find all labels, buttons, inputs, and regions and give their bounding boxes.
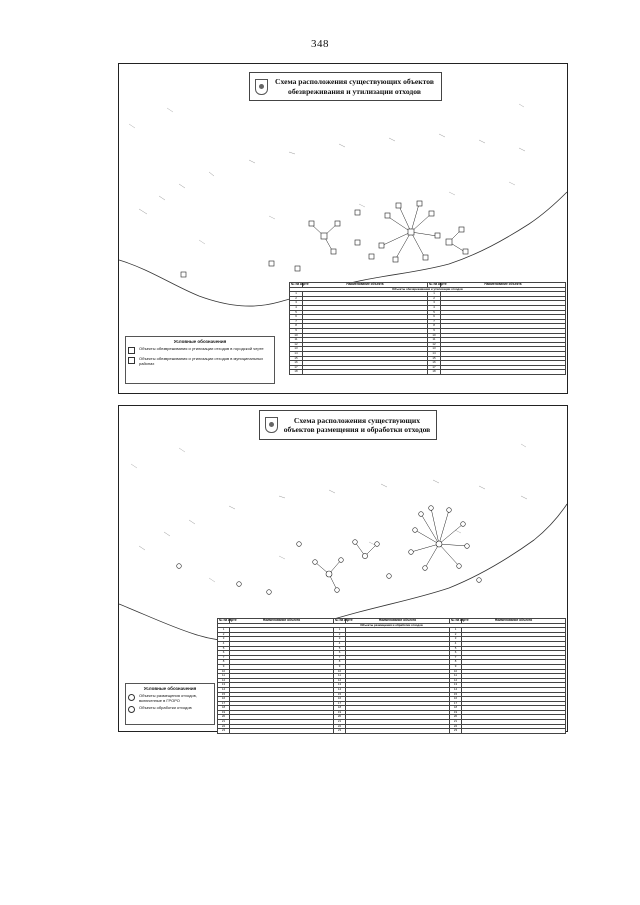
table-cell-number: 23 [450,729,462,734]
table-cell-number: 19 [218,710,230,715]
table-cell-number: 20 [334,715,346,720]
table-cell-number: 1 [428,292,441,297]
table-cell-name [346,729,450,734]
map-title-line-1: Схема расположения существующих [293,415,421,425]
table-cell-number: 15 [334,692,346,697]
table-cell-number: 22 [334,724,346,729]
table-cell-number: 16 [290,361,303,366]
table-cell-number: 12 [428,342,441,347]
square-marker-icon [128,347,135,354]
table-cell-number: 17 [218,701,230,706]
table-cell-number: 11 [290,338,303,343]
table-cell-number: 20 [218,715,230,720]
table-cell-number: 15 [290,356,303,361]
table-cell-number: 13 [334,683,346,688]
table-cell-number: 6 [218,651,230,656]
table-cell-number: 6 [290,315,303,320]
table-cell-number: 12 [450,678,462,683]
map-title [273,77,436,96]
table-header-cell: Наименование объекта [303,283,428,288]
table-cell-number: 2 [290,296,303,301]
circle-marker-icon [128,694,135,701]
table-cell-name [303,370,428,375]
table-cell-number: 10 [450,669,462,674]
table-cell-number: 20 [450,715,462,720]
table-header-cell: № на карте [429,282,447,286]
table-cell-number: 13 [290,347,303,352]
table-header-cell: № на карте [335,618,353,622]
table-subheader: Объекты обезвреживания и утилизации отходов [290,287,566,292]
table-cell-number: 22 [218,724,230,729]
table-cell-number: 21 [334,720,346,725]
table-cell-number: 18 [334,706,346,711]
table-cell-number: 7 [218,655,230,660]
table-cell-number: 18 [428,370,441,375]
coat-of-arms-icon [255,79,268,95]
table-cell-number: 12 [334,678,346,683]
table-cell-number: 3 [428,301,441,306]
table-cell-number: 19 [450,710,462,715]
table-header-cell: Наименование объекта [441,283,566,288]
table-cell-number: 10 [428,333,441,338]
table-cell-number: 13 [428,347,441,352]
table-cell-number: 9 [334,664,346,669]
map-title-line-1: Схема расположения существующих объектов [274,77,435,86]
table-cell-number: 15 [428,356,441,361]
table-cell-number: 11 [218,674,230,679]
legend-item [128,356,272,366]
map-title [283,416,431,435]
table-cell-number: 1 [218,628,230,633]
table-cell-number: 17 [290,365,303,370]
table-cell-number: 21 [218,720,230,725]
table-cell-number: 9 [290,328,303,333]
table-cell-number: 8 [218,660,230,665]
table-cell-number: 11 [450,674,462,679]
table-cell-number: 9 [428,328,441,333]
table-row [290,370,566,375]
legend-item [128,346,272,354]
table-cell-number: 13 [218,683,230,688]
table-cell-number: 16 [428,361,441,366]
map-title-box [249,72,442,101]
table-cell-number: 2 [218,632,230,637]
table-cell-number: 10 [290,333,303,338]
table-cell-number: 1 [450,628,462,633]
table-header-cell: Наименование объекта [346,619,450,624]
table-cell-number: 14 [290,351,303,356]
table-cell-name [462,729,566,734]
table-cell-number: 1 [334,628,346,633]
map-title-line-2: объектов размещения и обработки отходов [283,425,431,434]
table-cell-number: 10 [334,669,346,674]
objects-table [289,282,566,375]
table-cell-number: 6 [428,315,441,320]
table-cell-number: 4 [290,305,303,310]
table-cell-number: 7 [290,319,303,324]
circle-marker-icon [128,706,135,713]
table-cell-number: 17 [450,701,462,706]
table-cell-number: 10 [218,669,230,674]
legend-item-label: Объекты обезвреживания и утилизации отходов в городской черте [139,346,264,351]
table-header-cell: № на карте [451,618,469,622]
table-cell-number: 18 [290,370,303,375]
map-legend [125,683,215,725]
legend-item-label: Объекты обезвреживания и утилизации отходов в муниципальных районах [139,356,264,366]
table-cell-number: 5 [290,310,303,315]
table-cell-number: 15 [218,692,230,697]
table-cell-number: 8 [334,660,346,665]
table-header-cell: Наименование объекта [462,619,566,624]
table-cell-number: 2 [428,296,441,301]
legend-title: Условные обозначения [143,686,197,691]
table-cell-name [441,370,566,375]
table-cell-number: 3 [450,637,462,642]
table-cell-number: 22 [450,724,462,729]
table-cell-number: 8 [428,324,441,329]
table-cell-number: 6 [450,651,462,656]
table-cell-number: 2 [334,632,346,637]
map-waste-disposal [118,405,568,732]
table-cell-number: 5 [450,646,462,651]
table-cell-number: 8 [290,324,303,329]
table-cell-number: 18 [450,706,462,711]
table-cell-number: 18 [218,706,230,711]
table-cell-number: 16 [218,697,230,702]
map-waste-neutralization [118,63,568,394]
legend-item [128,693,212,703]
table-cell-number: 12 [218,678,230,683]
map-legend [125,336,275,384]
table-cell-number: 16 [450,697,462,702]
table-cell-number: 4 [450,641,462,646]
table-cell-number: 3 [334,637,346,642]
table-cell-number: 9 [218,664,230,669]
table-cell-number: 3 [218,637,230,642]
table-cell-number: 19 [334,710,346,715]
table-header-cell: № на карте [219,618,237,622]
table-cell-number: 9 [450,664,462,669]
table-cell-number: 23 [218,729,230,734]
table-cell-number: 16 [334,697,346,702]
legend-title: Условные обозначения [173,339,227,344]
table-row [218,729,566,734]
table-cell-number: 13 [450,683,462,688]
table-cell-number: 11 [428,338,441,343]
table-cell-number: 1 [290,292,303,297]
table-cell-number: 7 [450,655,462,660]
page-number: 348 [311,38,329,50]
table-header-cell: Наименование объекта [230,619,334,624]
table-cell-number: 14 [334,687,346,692]
table-cell-number: 4 [334,641,346,646]
coat-of-arms-icon [265,417,278,433]
table-cell-number: 14 [218,687,230,692]
table-cell-number: 23 [334,729,346,734]
table-cell-number: 8 [450,660,462,665]
legend-item-label: Объекты обработки отходов [139,705,192,710]
table-cell-number: 5 [428,310,441,315]
table-subheader: Объекты размещения и обработки отходов [218,623,566,628]
table-cell-number: 21 [450,720,462,725]
square-marker-icon [128,357,135,364]
table-cell-number: 3 [290,301,303,306]
table-cell-number: 11 [334,674,346,679]
legend-item [128,705,212,713]
table-cell-name [230,729,334,734]
table-cell-number: 14 [428,351,441,356]
map-title-line-2: обезвреживания и утилизации отходов [288,86,421,96]
table-cell-number: 12 [290,342,303,347]
table-cell-number: 4 [218,641,230,646]
table-cell-number: 17 [334,701,346,706]
table-cell-number: 7 [334,655,346,660]
objects-table [217,618,566,734]
table-cell-number: 7 [428,319,441,324]
table-cell-number: 4 [428,305,441,310]
map-title-box [259,410,437,440]
legend-item-label: Объекты размещения отходов, включенные в ГРОРО [139,693,197,703]
table-cell-number: 6 [334,651,346,656]
table-cell-number: 5 [218,646,230,651]
table-cell-number: 5 [334,646,346,651]
table-cell-number: 14 [450,687,462,692]
table-header-cell: № на карте [291,282,309,286]
table-cell-number: 17 [428,365,441,370]
table-cell-number: 2 [450,632,462,637]
table-cell-number: 15 [450,692,462,697]
